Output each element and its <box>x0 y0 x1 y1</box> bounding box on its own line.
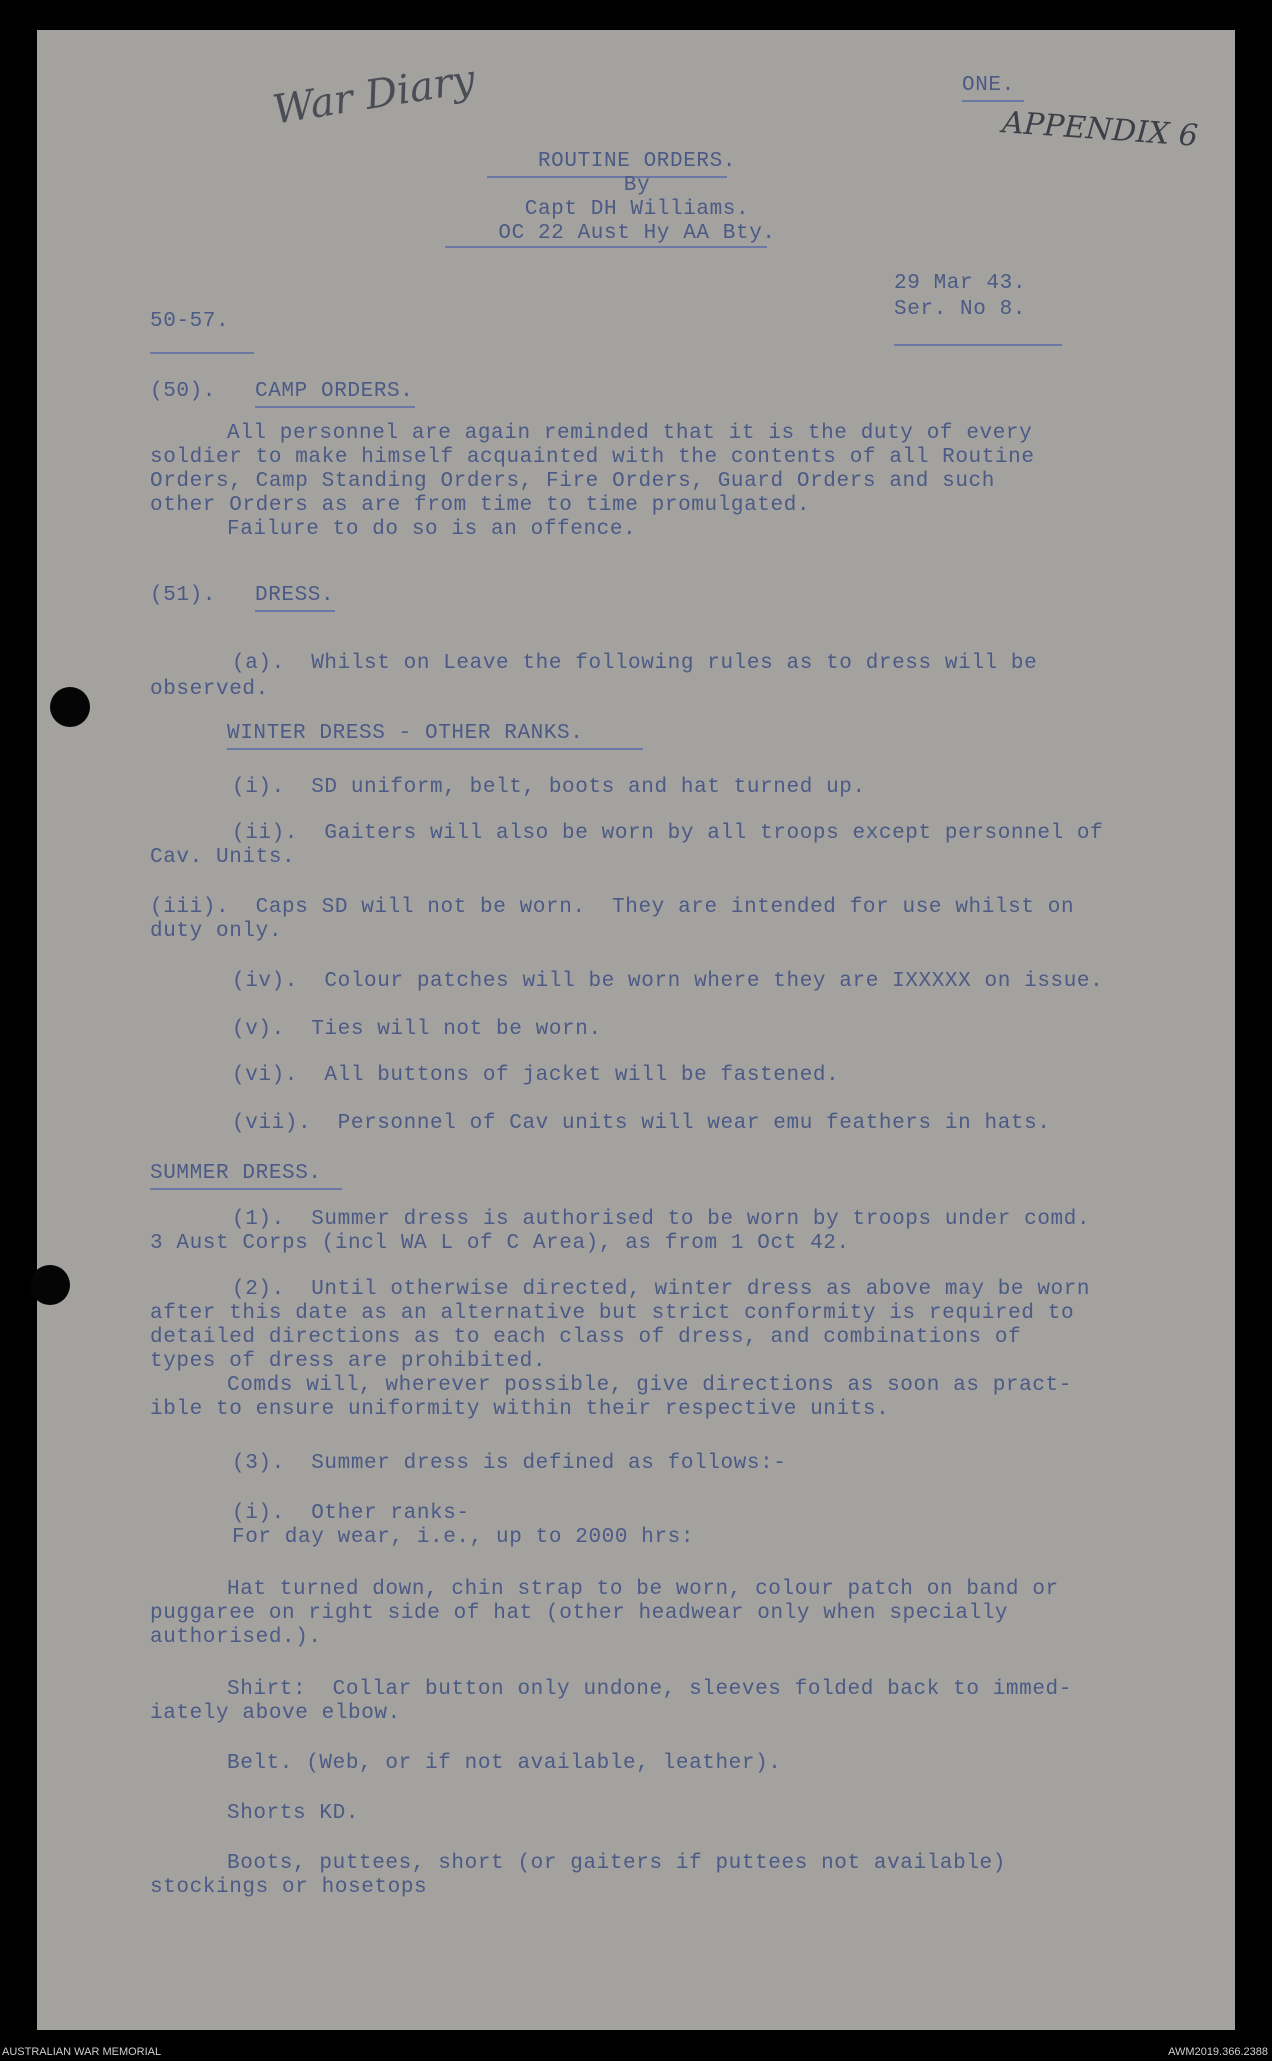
hat-line-3: authorised.). <box>150 1626 322 1649</box>
winter-dress-heading: WINTER DRESS - OTHER RANKS. <box>227 722 584 745</box>
range-underline <box>150 352 254 354</box>
hat-line-1: Hat turned down, chin strap to be worn, colour patch on band or <box>227 1578 1059 1601</box>
page-label: ONE. <box>962 74 1015 97</box>
winter-item-vi: (vi). All buttons of jacket will be fastened. <box>232 1064 840 1087</box>
unit-underline <box>445 246 767 248</box>
winter-item-iii-line-1: (iii). Caps SD will not be worn. They are intended for use whilst on <box>150 896 1075 919</box>
summer-item-3: (3). Summer dress is defined as follows:- <box>232 1452 787 1475</box>
serial-underline <box>894 344 1062 346</box>
winter-item-ii-line-2: Cav. Units. <box>150 846 296 869</box>
boots-line-1: Boots, puttees, short (or gaiters if puttees not available) <box>227 1852 1006 1875</box>
section-50-line-4: other Orders as are from time to time promulgated. <box>150 494 811 517</box>
winter-item-iii-line-2: duty only. <box>150 920 283 943</box>
belt-line: Belt. (Web, or if not available, leather). <box>227 1752 782 1775</box>
winter-dress-underline <box>227 748 643 750</box>
document-page <box>37 30 1235 2030</box>
winter-item-ii-line-1: (ii). Gaiters will also be worn by all troops except personnel of <box>232 822 1104 845</box>
section-50-number: (50). <box>150 380 217 403</box>
summer-day-wear: For day wear, i.e., up to 2000 hrs: <box>232 1526 695 1549</box>
punch-hole-bottom <box>30 1265 70 1305</box>
author-line: Capt DH Williams. <box>524 198 750 221</box>
footer-left: AUSTRALIAN WAR MEMORIAL <box>2 2046 162 2058</box>
order-range: 50-57. <box>150 310 230 333</box>
winter-item-vii: (vii). Personnel of Cav units will wear emu feathers in hats. <box>232 1112 1051 1135</box>
hat-line-2: puggaree on right side of hat (other headwear only when specially <box>150 1602 1009 1625</box>
summer-dress-heading: SUMMER DRESS. <box>150 1162 322 1185</box>
punch-hole-top <box>50 687 90 727</box>
winter-item-iv: (iv). Colour patches will be worn where they are IXXXXX on issue. <box>232 970 1104 993</box>
document-title: ROUTINE ORDERS. <box>537 150 737 173</box>
summer-item-3-i: (i). Other ranks- <box>232 1502 470 1525</box>
page-label-underline <box>962 100 1024 102</box>
summer-dress-underline <box>150 1188 342 1190</box>
winter-item-i: (i). SD uniform, belt, boots and hat turned up. <box>232 776 866 799</box>
summer-item-1-line-2: 3 Aust Corps (incl WA L of C Area), as from 1 Oct 42. <box>150 1232 850 1255</box>
summer-item-1-line-1: (1). Summer dress is authorised to be worn by troops under comd. <box>232 1208 1091 1231</box>
section-50-line-2: soldier to make himself acquainted with the contents of all Routine <box>150 446 1035 469</box>
by-line: By <box>623 174 651 197</box>
unit-line: OC 22 Aust Hy AA Bty. <box>498 222 776 245</box>
section-50-line-3: Orders, Camp Standing Orders, Fire Orders, Guard Orders and such <box>150 470 995 493</box>
section-51-title: DRESS. <box>255 584 335 607</box>
shorts-line: Shorts KD. <box>227 1802 360 1825</box>
summer-item-2-line-3: detailed directions as to each class of dress, and combinations of <box>150 1326 1022 1349</box>
section-51-a-line-2: observed. <box>150 678 269 701</box>
section-51-number: (51). <box>150 584 217 607</box>
section-51-underline <box>255 610 335 612</box>
summer-item-2-line-5: Comds will, wherever possible, give directions as soon as pract- <box>227 1374 1072 1397</box>
winter-item-v: (v). Ties will not be worn. <box>232 1018 602 1041</box>
section-50-underline <box>255 406 415 408</box>
section-50-title: CAMP ORDERS. <box>255 380 414 403</box>
section-50-line-1: All personnel are again reminded that it is the duty of every <box>227 422 1033 445</box>
footer-right: AWM2019.366.2388 <box>1168 2046 1268 2058</box>
summer-item-2-line-4: types of dress are prohibited. <box>150 1350 547 1373</box>
order-date: 29 Mar 43. <box>894 272 1027 295</box>
section-50-line-5: Failure to do so is an offence. <box>227 518 637 541</box>
boots-line-2: stockings or hosetops <box>150 1876 428 1899</box>
summer-item-2-line-1: (2). Until otherwise directed, winter dress as above may be worn <box>232 1278 1091 1301</box>
handwritten-appendix: APPENDIX 6 <box>1001 105 1200 154</box>
handwritten-war-diary: War Diary <box>269 56 479 134</box>
summer-item-2-line-6: ible to ensure uniformity within their respective units. <box>150 1398 890 1421</box>
summer-item-2-line-2: after this date as an alternative but strict conformity is required to <box>150 1302 1075 1325</box>
serial-number: Ser. No 8. <box>894 298 1027 321</box>
shirt-line-2: iately above elbow. <box>150 1702 401 1725</box>
section-51-a-line-1: (a). Whilst on Leave the following rules as to dress will be <box>232 652 1038 675</box>
shirt-line-1: Shirt: Collar button only undone, sleeves folded back to immed- <box>227 1678 1072 1701</box>
